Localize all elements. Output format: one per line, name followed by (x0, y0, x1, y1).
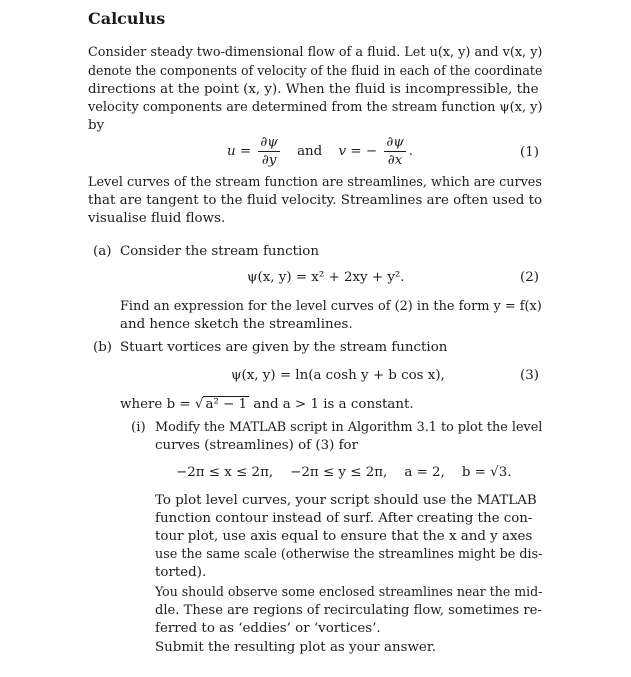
where-line (120, 397, 414, 412)
intro-line: denote the components of velocity of the fluid in each of the coordinate (88, 64, 543, 79)
eq1-v-fraction (384, 134, 405, 169)
instructions-line: torted). (155, 565, 207, 580)
intro-line: Consider steady two-dimensional flow of a fluid. Let u(x, y) and v(x, y) (88, 45, 543, 60)
sub-i-label: (i) (131, 420, 146, 435)
equation-2-number: (2) (520, 270, 539, 285)
level-curves-line: that are tangent to the fluid velocity. Streamlines are often used to (88, 193, 543, 208)
instructions-line: tour plot, use axis equal to ensure that the x and y axes (155, 529, 533, 544)
part-a-task-line: Find an expression for the level curves of (2) in the form y = f(x) (120, 299, 542, 314)
sub-i-line: curves (streamlines) of (3) for (155, 438, 359, 453)
part-a-intro: Consider the stream function (120, 244, 319, 259)
eq1-v-numerator: ∂ψ (386, 135, 404, 150)
eq1-u-fraction (258, 134, 279, 169)
instructions-line: To plot level curves, your script should use the MATLAB (155, 493, 537, 508)
equation-1-number: (1) (520, 145, 539, 160)
eq1-period: . (408, 144, 414, 159)
part-b-label: (b) (93, 340, 113, 355)
equation-1 (227, 134, 413, 169)
submit-instruction: Submit the resulting plot as your answer. (155, 640, 437, 655)
equation-3-number: (3) (520, 368, 539, 383)
where-prefix: where b = (120, 397, 191, 412)
eq1-and: and (297, 144, 323, 159)
part-b-intro: Stuart vortices are given by the stream function (120, 340, 448, 355)
instructions-line: use the same scale (otherwise the streamlines might be dis- (155, 547, 543, 562)
where-suffix: and a > 1 is a constant. (253, 397, 414, 412)
equation-3: ψ(x, y) = ln(a cosh y + b cos x), (231, 368, 445, 383)
parameter-ranges: −2π ≤ x ≤ 2π, −2π ≤ y ≤ 2π, a = 2, b = √3. (176, 465, 512, 480)
sub-i-line: Modify the MATLAB script in Algorithm 3.1 to plot the level (155, 420, 543, 435)
eq1-u-numerator: ∂ψ (260, 135, 278, 150)
eq1-u-denominator: ∂y (261, 153, 277, 168)
instructions-line: function contour instead of surf. After creating the con- (155, 511, 533, 526)
part-a-task-line: and hence sketch the streamlines. (120, 317, 353, 332)
part-a-label: (a) (93, 244, 112, 259)
sqrt-sign: √ (194, 397, 204, 412)
eq1-v-lhs: v = − (338, 144, 378, 159)
intro-line: directions at the point (x, y). When the fluid is incompressible, the (88, 82, 539, 97)
level-curves-line: Level curves of the stream function are streamlines, which are curves (88, 175, 542, 190)
equation-2: ψ(x, y) = x² + 2xy + y². (247, 270, 405, 285)
page-title: Calculus (88, 9, 166, 28)
eq1-u-lhs: u = (227, 144, 252, 159)
observation-line: dle. These are regions of recirculating flow, sometimes re- (155, 603, 542, 618)
level-curves-line: visualise fluid flows. (88, 211, 226, 226)
observation-line: ferred to as ‘eddies’ or ‘vortices’. (155, 621, 381, 636)
intro-line: by (88, 118, 105, 133)
eq1-v-denominator: ∂x (387, 153, 403, 168)
observation-line: You should observe some enclosed streamlines near the mid- (155, 585, 543, 600)
intro-line: velocity components are determined from the stream function ψ(x, y) (88, 100, 543, 115)
sqrt-radicand: a² − 1 (205, 397, 248, 412)
